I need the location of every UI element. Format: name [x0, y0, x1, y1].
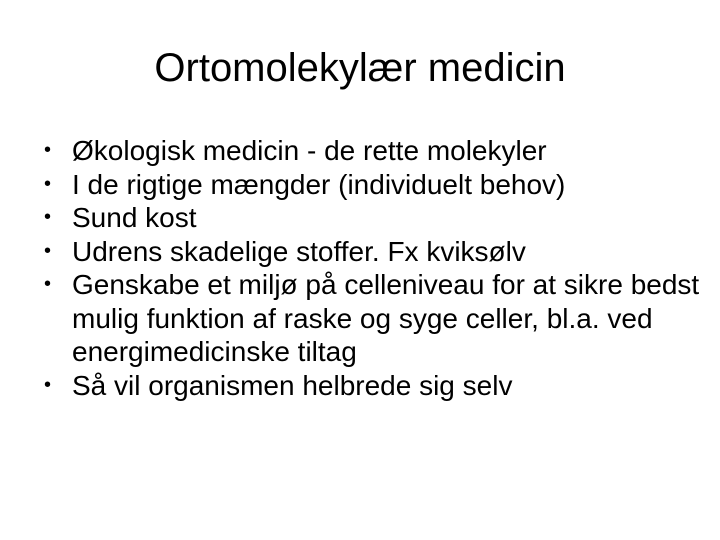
bullet-list	[44, 134, 704, 402]
bullet-item	[44, 235, 704, 269]
bullet-dot-icon: •	[44, 172, 52, 195]
bullet-dot-icon: •	[44, 239, 52, 262]
bullet-dot-icon: •	[44, 139, 52, 161]
bullet-item	[44, 201, 704, 235]
bullet-dot-icon: •	[44, 206, 52, 228]
slide-title: Ortomolekylær medicin	[154, 46, 566, 90]
bullet-text: Genskabe et miljø på celleniveau for at sikre bedst mulig funktion af raske og syge celler, bl.a. ved energimedicinske tiltag	[72, 269, 700, 367]
bullet-dot-icon: •	[44, 273, 52, 295]
bullet-text: Sund kost	[72, 202, 197, 233]
bullet-text: I de rigtige mængder (individuelt behov)	[72, 168, 566, 200]
bullet-item	[44, 369, 704, 403]
bullet-item	[44, 168, 704, 202]
bullet-dot-icon: •	[44, 373, 52, 396]
bullet-item	[44, 134, 704, 168]
bullet-text: Udrens skadelige stoffer. Fx kviksølv	[72, 235, 526, 267]
bullet-item	[44, 268, 704, 369]
bullet-text: Økologisk medicin - de rette molekyler	[72, 135, 547, 166]
bullet-text: Så vil organismen helbrede sig selv	[72, 369, 513, 401]
